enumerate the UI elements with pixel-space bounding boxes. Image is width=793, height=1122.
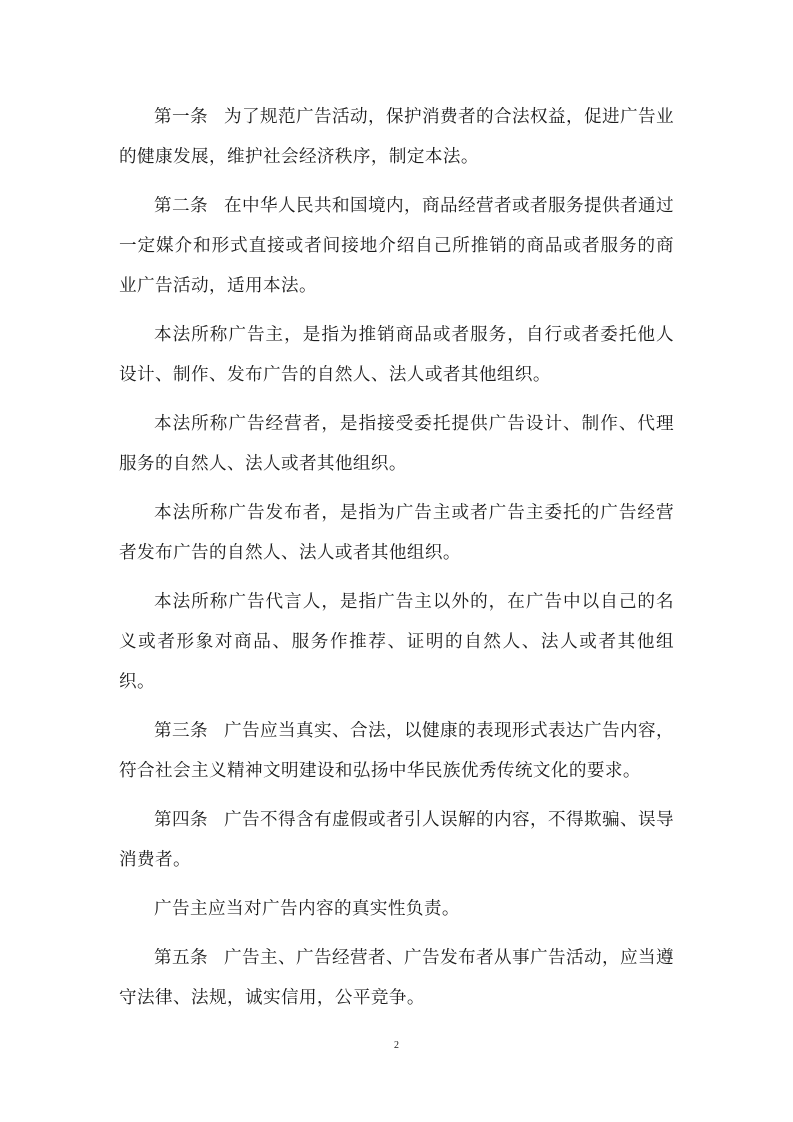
paragraph-text: 广告应当真实、合法，以健康的表现形式表达广告内容，符合社会主义精神文明建设和弘扬中华民族优秀传统文化的要求。 xyxy=(119,721,674,781)
paragraph-text: 本法所称广告发布者，是指为广告主或者广告主委托的广告经营者发布广告的自然人、法人或者其他组织。 xyxy=(119,503,674,563)
paragraph-advertiser-definition xyxy=(119,315,674,395)
paragraph-text: 广告不得含有虚假或者引人误解的内容，不得欺骗、误导消费者。 xyxy=(119,810,674,870)
paragraph-article-1 xyxy=(119,97,674,177)
article-heading: 第二条 xyxy=(154,196,208,216)
paragraph-ad-operator-definition xyxy=(119,404,674,484)
paragraph-ad-publisher-definition xyxy=(119,493,674,573)
paragraph-article-4 xyxy=(119,800,674,880)
article-heading: 第五条 xyxy=(154,948,208,968)
paragraph-text: 本法所称广告主，是指为推销商品或者服务，自行或者委托他人设计、制作、发布广告的自然人、法人或者其他组织。 xyxy=(119,325,674,385)
paragraph-endorser-definition xyxy=(119,582,674,702)
paragraph-text: 广告主应当对广告内容的真实性负责。 xyxy=(154,899,460,919)
article-heading: 第一条 xyxy=(154,107,208,127)
paragraph-article-3 xyxy=(119,711,674,791)
paragraph-article-2 xyxy=(119,186,674,306)
page-number: 2 xyxy=(394,1040,399,1051)
body-text xyxy=(119,97,674,1027)
paragraph-text: 广告主、广告经营者、广告发布者从事广告活动，应当遵守法律、法规，诚实信用，公平竞争。 xyxy=(119,948,674,1008)
paragraph-text: 本法所称广告代言人，是指广告主以外的，在广告中以自己的名义或者形象对商品、服务作推荐、证明的自然人、法人或者其他组织。 xyxy=(119,592,674,692)
paragraph-text: 本法所称广告经营者，是指接受委托提供广告设计、制作、代理服务的自然人、法人或者其他组织。 xyxy=(119,414,674,474)
paragraph-article-5 xyxy=(119,938,674,1018)
paragraph-advertiser-responsibility xyxy=(119,889,674,929)
paragraph-text: 为了规范广告活动，保护消费者的合法权益，促进广告业的健康发展，维护社会经济秩序，制定本法。 xyxy=(119,107,674,167)
paragraph-text: 在中华人民共和国境内，商品经营者或者服务提供者通过一定媒介和形式直接或者间接地介绍自己所推销的商品或者服务的商业广告活动，适用本法。 xyxy=(119,196,674,296)
article-heading: 第三条 xyxy=(154,721,208,741)
article-heading: 第四条 xyxy=(154,810,208,830)
